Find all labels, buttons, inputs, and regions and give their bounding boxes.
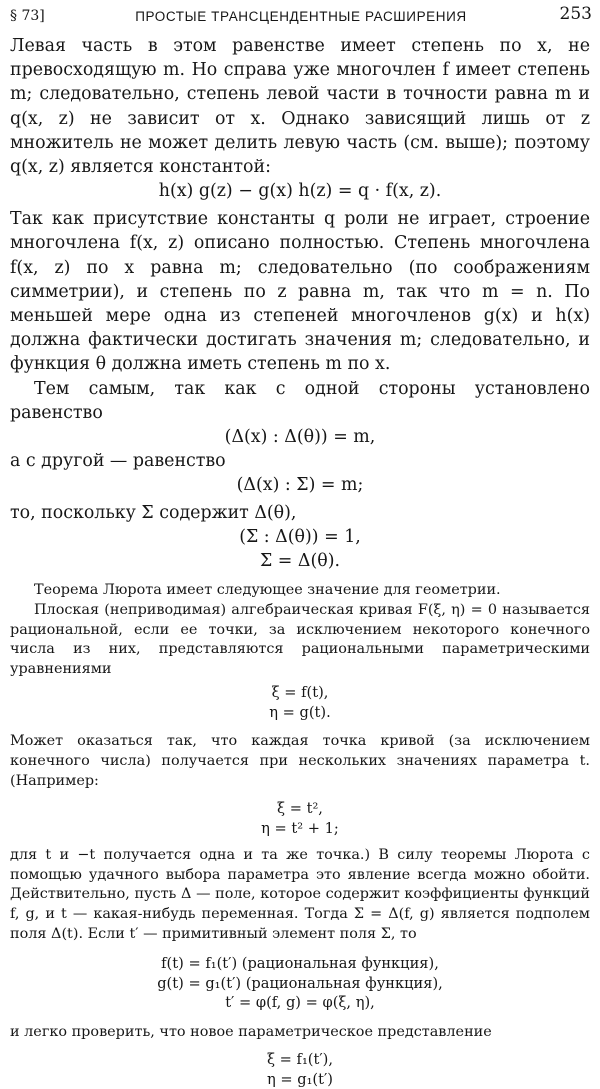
equation: g(t) = g₁(t′) (рациональная функция), bbox=[157, 974, 443, 992]
equation: η = g(t). bbox=[269, 703, 331, 721]
equation: h(x) g(z) − g(x) h(z) = q · f(x, z). bbox=[158, 181, 442, 202]
paragraph: а с другой — равенство bbox=[10, 451, 226, 472]
equation: Σ = Δ(θ). bbox=[259, 551, 341, 572]
equation: f(t) = f₁(t′) (рациональная функция), bbox=[161, 955, 439, 973]
page-body bbox=[10, 34, 590, 1089]
section-reference: § 73] bbox=[10, 8, 45, 24]
paragraph: для t и −t получается одна и та же точка.) В силу теоремы Люрота с помощью удачного выбора параметра это явление всегда можно обойти. Действительно, пусть Δ — поле, которое содержит коэффициенты функций f, g, и t — какая-нибудь переменная. Тогда Σ = Δ(f, g) является подполем поля Δ(t). Если t′ — примитивный элемент поля Σ, то bbox=[10, 847, 590, 942]
equation: (Δ(x) : Δ(θ)) = m, bbox=[224, 427, 376, 448]
paragraph: Теорема Люрота имеет следующее значение для геометрии. bbox=[34, 582, 501, 599]
small-print-section bbox=[10, 581, 590, 1089]
equation: η = t² + 1; bbox=[261, 819, 339, 837]
large-print-section bbox=[10, 34, 590, 573]
paragraph: Может оказаться так, что каждая точка кривой (за исключением конечного числа) получается при нескольких значениях параметра t. (Например: bbox=[10, 733, 590, 789]
equation: ξ = t², bbox=[277, 800, 323, 818]
equation: η = g₁(t′) bbox=[266, 1070, 333, 1088]
equation: ξ = f(t), bbox=[271, 684, 329, 702]
equation: (Δ(x) : Σ) = m; bbox=[236, 475, 364, 496]
paragraph: то, поскольку Σ содержит Δ(θ), bbox=[10, 503, 297, 524]
paragraph: Так как присутствие константы q роли не играет, строение многочлена f(x, z) описано полностью. Степень многочлена f(x, z) по x равна m; следовательно (по соображениям симметрии), и степень по z равна m, так что m = n. По меньшей мере одна из степеней многочленов g(x) и h(x) должна фактически достигать значения m; следовательно, и функция θ должна иметь степень m по x. bbox=[10, 209, 590, 375]
equation: t′ = φ(f, g) = φ(ξ, η), bbox=[225, 994, 375, 1012]
equation: (Σ : Δ(θ)) = 1, bbox=[239, 527, 361, 548]
running-header bbox=[10, 4, 592, 28]
page-number: 253 bbox=[559, 4, 592, 24]
running-title: ПРОСТЫЕ ТРАНСЦЕНДЕНТНЫЕ РАСШИРЕНИЯ bbox=[135, 9, 467, 24]
equation: ξ = f₁(t′), bbox=[267, 1051, 333, 1069]
paragraph: Тем самым, так как с одной стороны установлено равенство bbox=[10, 378, 590, 423]
paragraph: Левая часть в этом равенстве имеет степень по x, не превосходящую m. Но справа уже многочлен f имеет степень m; следовательно, степень левой части в точности равна m и q(x, z) не зависит от x. Однако зависящий лишь от z множитель не может делить левую часть (см. выше); поэтому q(x, z) является константой: bbox=[10, 36, 590, 178]
paragraph: Плоская (неприводимая) алгебраическая кривая F(ξ, η) = 0 называется рациональной, если ее точки, за исключением некоторого конечного числа из них, представляются рациональными параметрическими уравнениями bbox=[10, 602, 590, 677]
paragraph: и легко проверить, что новое параметрическое представление bbox=[10, 1023, 492, 1040]
